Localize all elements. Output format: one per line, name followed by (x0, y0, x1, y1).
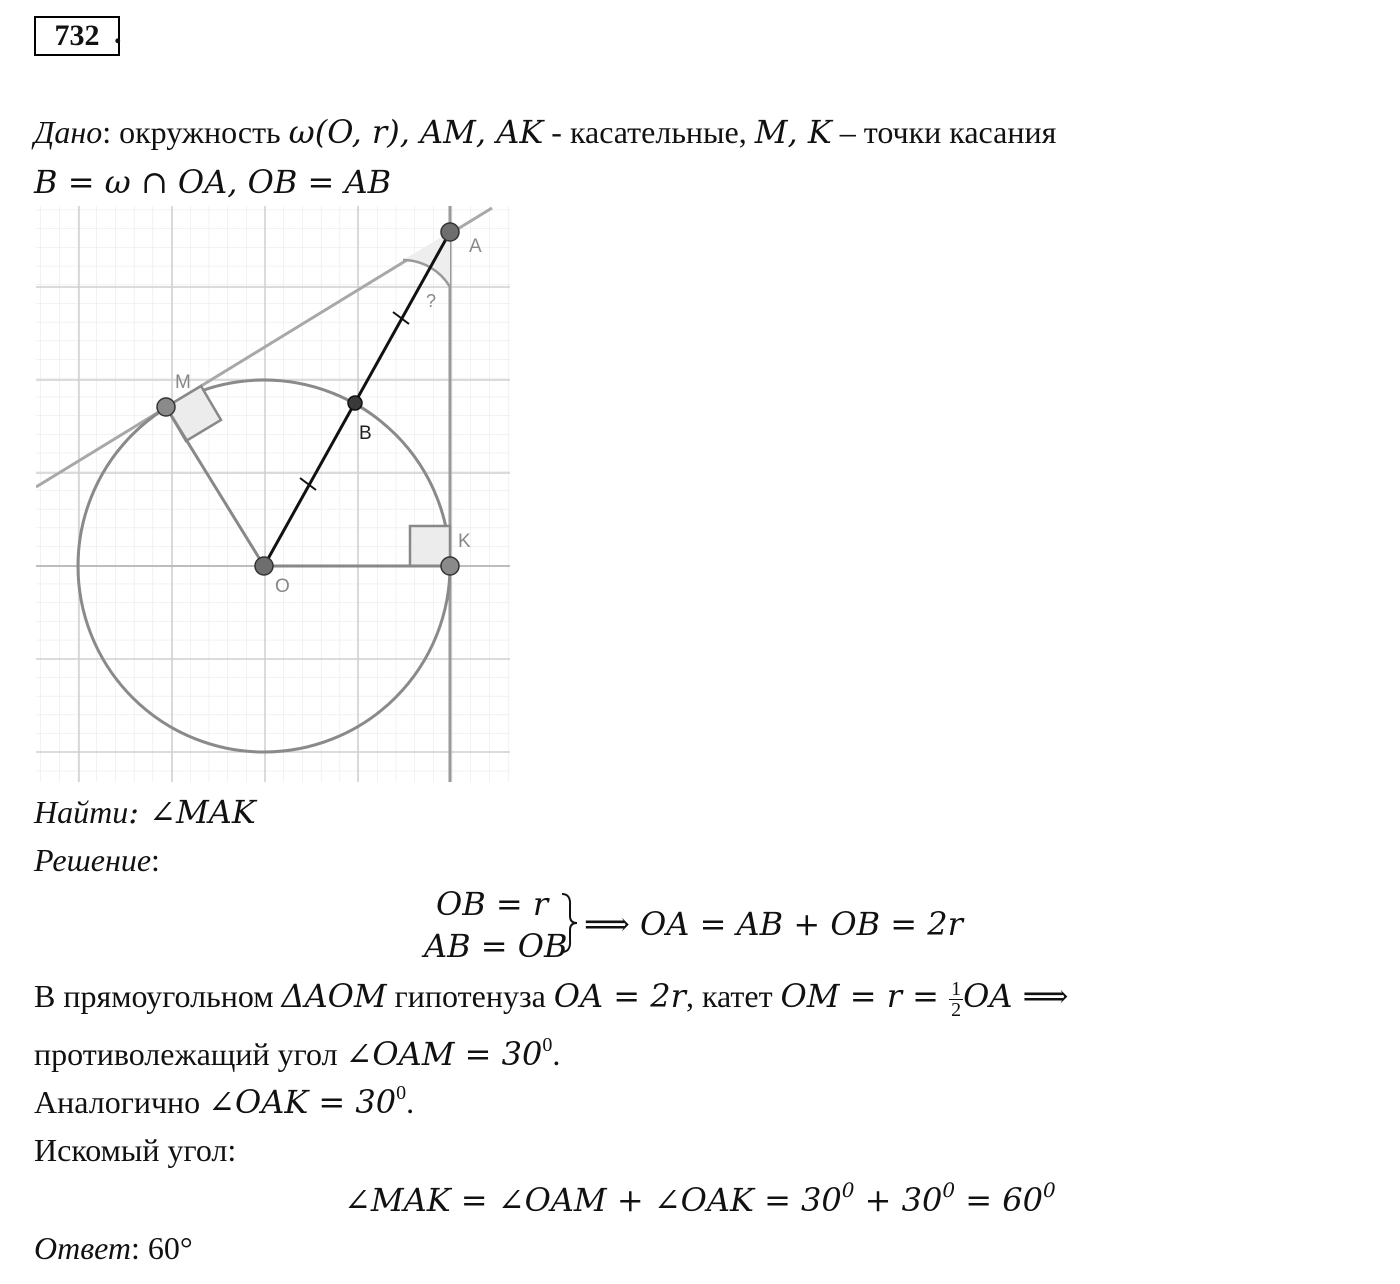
sol3-a: Аналогично (34, 1084, 209, 1120)
final-formula (344, 1180, 1056, 1224)
grid-background (36, 206, 510, 782)
given-line-2: B = ω ∩ OA, OB = AB (34, 163, 392, 201)
given-text-e: – точки касания (831, 114, 1057, 150)
sol3-b: ∠OAK = 30 (208, 1083, 397, 1121)
solution-line-3 (34, 1082, 414, 1127)
given-line-1 (34, 112, 1056, 152)
sol2-sup: 0 (542, 1034, 553, 1056)
answer-label: Ответ (34, 1230, 131, 1266)
given-text-a: : окружность (102, 114, 289, 150)
point-a (441, 223, 459, 241)
find-value: : ∠MAK (128, 793, 256, 831)
sol1-g: OA ⟹ (963, 977, 1069, 1015)
find-label: Найти (34, 794, 129, 830)
answer-value: : 60° (131, 1230, 193, 1266)
final-sup-3: 0 (1042, 1178, 1056, 1202)
problem-number-dot: . (114, 17, 122, 50)
given-text-c: - касательные, (543, 114, 755, 150)
sol1-a: В прямоугольном (34, 978, 282, 1014)
system-line-1: OB = r (436, 885, 549, 923)
sol2-a: противолежащий угол (34, 1036, 346, 1072)
final-sup-1: 0 (841, 1178, 855, 1202)
sol2-b: ∠OAM = 30 (345, 1035, 543, 1073)
point-k (441, 557, 459, 575)
solution-line-4: Искомый угол: (34, 1132, 237, 1168)
sol1-hyp: OA = 2r (553, 977, 686, 1015)
label-angle-question: ? (426, 291, 437, 311)
geometry-figure (36, 206, 510, 782)
system-brace (558, 892, 580, 954)
label-o: O (275, 576, 290, 597)
sol3-sup: 0 (396, 1082, 407, 1104)
label-m: M (175, 372, 191, 393)
solution-heading (34, 840, 160, 880)
sol1-leg: OM = r = (780, 977, 950, 1015)
final-a: ∠MAK = ∠OAM + ∠OAK = 30 (344, 1181, 842, 1219)
frac-numerator: 1 (951, 978, 962, 1001)
sol1-e: , катет (685, 978, 781, 1014)
answer-line (34, 1228, 193, 1268)
label-a: A (469, 236, 482, 257)
frac-denominator: 2 (951, 999, 962, 1022)
final-c: = 60 (955, 1181, 1043, 1219)
sol2-end: . (552, 1036, 561, 1072)
given-points: M, K (754, 113, 832, 151)
final-sup-2: 0 (942, 1178, 956, 1202)
problem-number: 732 (34, 16, 120, 56)
solution-line-2 (34, 1034, 560, 1079)
solution-line-1 (34, 976, 1069, 1020)
given-label: Дано (34, 114, 103, 150)
sol1-triangle: ΔAOM (281, 977, 387, 1015)
final-b: + 30 (854, 1181, 943, 1219)
label-b: B (359, 423, 372, 444)
fraction-one-half (949, 979, 963, 1020)
system-result: ⟹ OA = AB + OB = 2r (584, 905, 963, 943)
system-line-2: AB = OB (424, 927, 568, 965)
sol3-end: . (406, 1084, 415, 1120)
given-circle: ω(O, r), AM, AK (288, 113, 544, 151)
solution-colon: : (151, 842, 160, 878)
solution-label: Решение (34, 842, 152, 878)
point-b (348, 396, 362, 410)
find-line (34, 792, 256, 832)
label-k: K (458, 531, 471, 552)
point-m (157, 398, 175, 416)
sol1-c: гипотенуза (386, 978, 554, 1014)
point-o (255, 557, 273, 575)
